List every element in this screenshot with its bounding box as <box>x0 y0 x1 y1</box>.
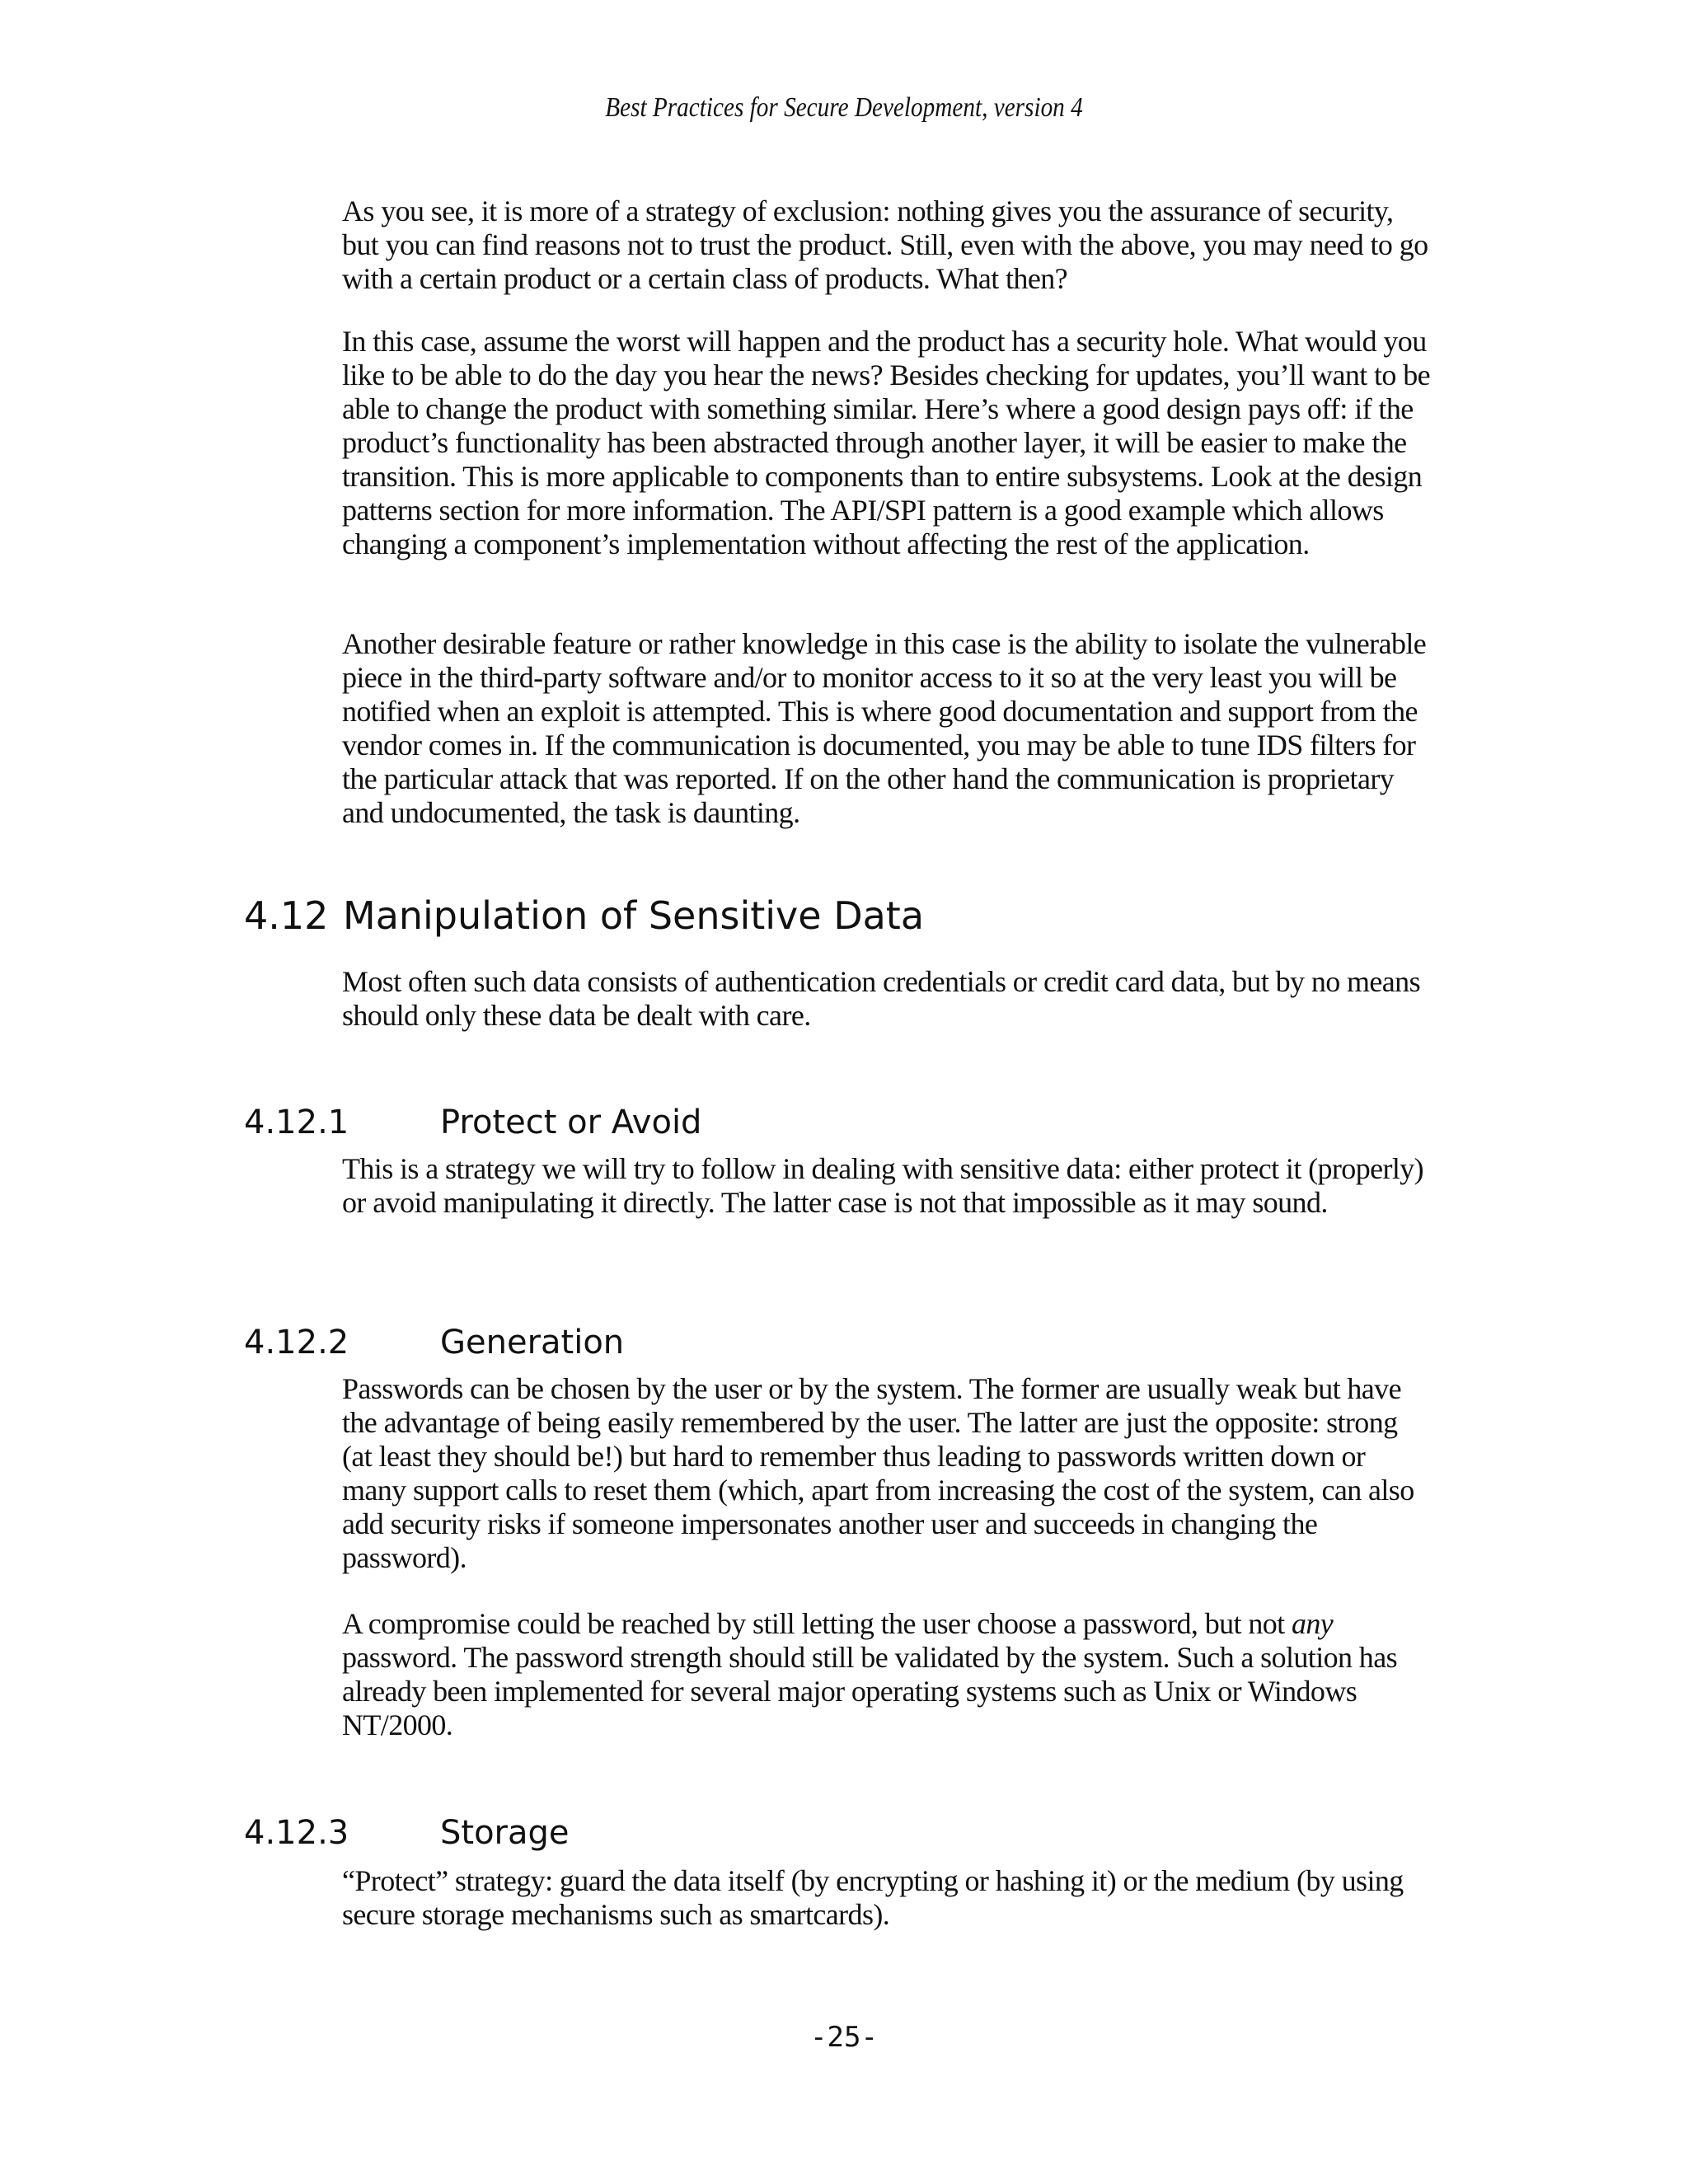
subsection-title: Protect or Avoid <box>440 1104 702 1141</box>
running-header: Best Practices for Secure Development, version 4 <box>605 92 1083 123</box>
emphasis: any <box>1291 1607 1334 1640</box>
subsection-heading-4-12-2 <box>244 1323 624 1362</box>
subsection-4-12-2-paragraph-2 <box>342 1607 1430 1742</box>
subsection-title: Storage <box>440 1814 570 1852</box>
subsection-title: Generation <box>440 1324 625 1361</box>
section-4-12-intro: Most often such data consists of authentication credentials or credit card data, but by no means should only these data be dealt with care. <box>342 965 1420 1032</box>
section-title: Manipulation of Sensitive Data <box>343 893 925 938</box>
subsection-heading-4-12-1 <box>244 1103 701 1142</box>
body-paragraph-2: In this case, assume the worst will happen and the product has a security hole. What would you like to be able to do the day you hear the news? Besides checking for updates, you’ll want to be able to change the product with something similar. Here’s where a good design pays off: if the product’s functionality has been abstracted through another layer, it will be easier to make the transition. This is more applicable to components than to entire subsystems. Look at the design patterns section for more information. The API/SPI pattern is a good example which allows changing a component’s implementation without affecting the rest of the application. <box>342 325 1430 560</box>
subsection-4-12-2-paragraph-1: Passwords can be chosen by the user or by the system. The former are usually weak but have the advantage of being easily remembered by the user. The latter are just the opposite: strong (at least they should be!) but hard to remember thus leading to passwords written down or many support calls to reset them (which, apart from increasing the cost of the system, can also add security risks if someone impersonates another user and succeeds in changing the password). <box>342 1372 1414 1574</box>
subsection-4-12-3-text: “Protect” strategy: guard the data itself (by encrypting or hashing it) or the medium (by using secure storage mechanisms such as smartcards). <box>342 1864 1404 1931</box>
text-run: password. The password strength should still be validated by the system. Such a solution has already been implemented for several major operating systems such as Unix or Windows NT/2000. <box>342 1641 1397 1741</box>
section-heading-4-12 <box>244 893 924 939</box>
subsection-number: 4.12.1 <box>244 1104 349 1141</box>
body-paragraph-1: As you see, it is more of a strategy of exclusion: nothing gives you the assurance of security, but you can find reasons not to trust the product. Still, even with the above, you may need to go with a certain product or a certain class of products. What then? <box>342 194 1428 295</box>
subsection-4-12-1-text: This is a strategy we will try to follow in dealing with sensitive data: either protect it (properly) or avoid manipulating it directly. The latter case is not that impossible as it may sound. <box>342 1152 1424 1219</box>
subsection-number: 4.12.2 <box>244 1324 349 1361</box>
text-run: A compromise could be reached by still letting the user choose a password, but not <box>342 1607 1292 1640</box>
section-number: 4.12 <box>244 893 329 938</box>
body-paragraph-3: Another desirable feature or rather knowledge in this case is the ability to isolate the vulnerable piece in the third-party software and/or to monitor access to it so at the very least you will be notified when an exploit is attempted. This is where good documentation and support from the vendor comes in. If the communication is documented, you may be able to tune IDS filters for the particular attack that was reported. If on the other hand the communication is proprietary and undocumented, the task is daunting. <box>342 627 1427 829</box>
page-number: -25- <box>810 2021 878 2054</box>
subsection-number: 4.12.3 <box>244 1814 349 1852</box>
subsection-heading-4-12-3 <box>244 1813 570 1853</box>
